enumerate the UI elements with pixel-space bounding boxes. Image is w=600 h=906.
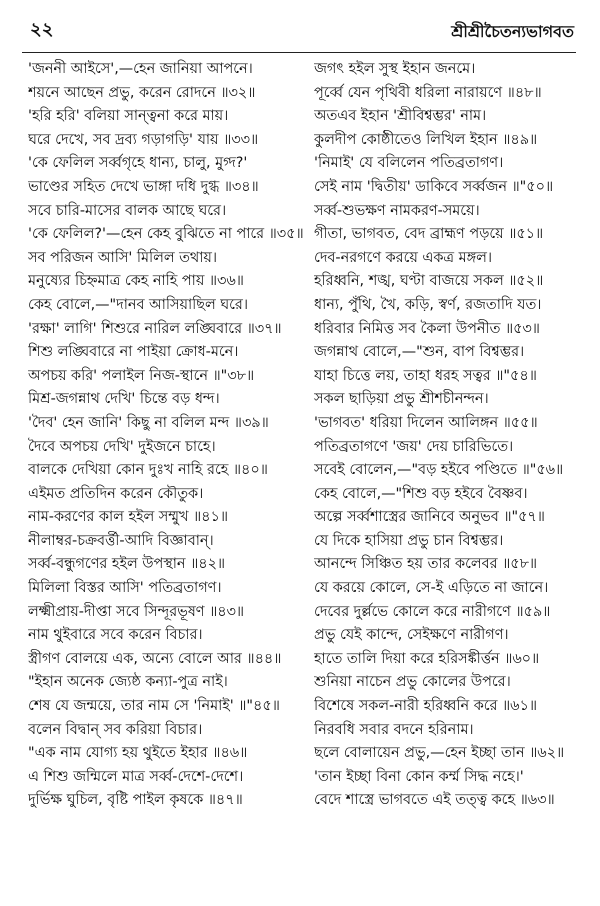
verse-line: সবে চারি-মাসের বালক আছে ঘরে। (28, 202, 227, 219)
verse-line: লক্ষ্মীপ্রায়-দীপ্তা সবে সিন্দূরভূষণ ॥৪৩॥ (28, 603, 245, 620)
verse-line: যে দিকে হাসিয়া প্রভু চান বিশ্বম্ভর। (314, 532, 504, 549)
verse-line: কেহ বোলে,—"দানব আসিয়াছিল ঘরে। (28, 296, 248, 313)
running-title: শ্রীশ্রীচৈতন্যভাগবত (451, 22, 574, 41)
verse-line: "এক নাম যোগ্য হয় থুইতে ইহার ॥৪৬॥ (28, 745, 248, 762)
verse-line: স্ত্রীগণ বোলয়ে এক, অন্যে বোলে আর ॥৪৪॥ (28, 650, 282, 667)
verse-line: প্রভু যেই কান্দে, সেইক্ষণে নারীগণ। (314, 627, 509, 644)
verse-line: 'রক্ষা' লাগি' শিশুরে নারিল লঙ্ঘিবারে ॥৩৭॥ (28, 320, 282, 337)
verse-line: ছলে বোলায়েন প্রভু,—হেন ইচ্ছা তান ॥৬২॥ (314, 745, 565, 762)
verse-line: কেহ বোলে,—"শিশু বড় হইবে বৈষ্ণব। (314, 485, 528, 502)
verse-line: 'জননী আইসে',—হেন জানিয়া আপনে। (28, 61, 253, 77)
verse-line: মিলিলা বিস্তর আসি' পতিব্রতাগণ। (28, 580, 222, 597)
verse-line: এ শিশু জন্মিলে মাত্র সর্ব্ব-দেশে-দেশে। (28, 768, 244, 785)
verse-line: শিশু লঙ্ঘিবারে না পাইয়া ক্রোধ-মনে। (28, 344, 239, 361)
verse-line: নাম থুইবারে সবে করেন বিচার। (28, 627, 203, 644)
verse-line: মনুষ্যের চিহ্নমাত্র কেহ নাহি পায় ॥৩৬॥ (28, 273, 244, 290)
verse-line: সকল ছাড়িয়া প্রভু শ্রীশচীনন্দন। (314, 391, 489, 408)
verse-line: শেষ যে জন্ময়ে, তার নাম সে 'নিমাই' ॥"৪৫॥ (28, 698, 280, 715)
verse-line: 'দৈব' হেন জানি' কিছু না বলিল মন্দ ॥৩৯॥ (28, 414, 269, 431)
verse-line: হরিধ্বনি, শঙ্খ, ঘণ্টা বাজয়ে সকল ॥৫২॥ (314, 273, 544, 290)
verse-line: বিশেষে সকল-নারী হরিধ্বনি করে ॥৬১॥ (314, 698, 538, 715)
verse-line: "ইহান অনেক জ্যেষ্ঠ কন্যা-পুত্র নাই। (28, 674, 228, 691)
verse-line: আনন্দে সিঞ্চিত হয় তার কলেবর ॥৫৮॥ (314, 556, 538, 573)
page-number: ২২ (30, 19, 54, 40)
verse-line: ধরিবার নিমিত্ত সব কৈলা উপনীত ॥৫৩॥ (314, 320, 540, 337)
verse-line: জগৎ হইল সুস্থ ইহান জনমে। (314, 61, 476, 77)
verse-line: সব পরিজন আসি' মিলিল তথায়। (28, 249, 218, 266)
verse-line: সবেই বোলেন,—"বড় হইবে পণ্ডিতে ॥"৫৬॥ (314, 462, 564, 479)
verse-line: বালকে দেখিয়া কোন দুঃখ নাহি রহে ॥৪০॥ (28, 462, 268, 479)
verse-line: ধান্য, পুঁথি, খৈ, কড়ি, স্বর্ণ, রজতাদি যত। (314, 296, 542, 313)
verse-line: পতিব্রতাগণে 'জয়' দেয় চারিভিতে। (314, 438, 514, 455)
verse-line: দেব-নরগণে করয়ে একত্র মঙ্গল। (314, 249, 492, 266)
verse-line: পূর্ব্বে যেন পৃথিবী ধরিলা নারায়ণে ॥৪৮॥ (314, 84, 542, 101)
verse-line: গীতা, ভাগবত, বেদ ব্রাহ্মণ পড়য়ে ॥৫১॥ (314, 226, 544, 243)
verse-line: দেবের দুর্ল্লভে কোলে করে নারীগণে ॥৫৯॥ (314, 603, 551, 620)
verse-line: অল্পে সর্ব্বশাস্ত্রের জানিবে অনুভব ॥"৫৭॥ (314, 509, 545, 526)
verse-line: অপচয় করি' পলাইল নিজ-স্থানে ॥"৩৮॥ (28, 367, 255, 384)
verse-line: দুর্ভিক্ষ ঘুচিল, বৃষ্টি পাইল কৃষকে ॥৪৭॥ (28, 792, 243, 809)
verse-line: ভাণ্ডের সহিত দেখে ভাঙ্গা দধি দুগ্ধ ॥৩৪॥ (28, 178, 259, 195)
verse-line: বেদে শাস্ত্রে ভাগবতে এই তত্ত্ব কহে ॥৬৩॥ (314, 792, 555, 809)
verse-line: 'তান ইচ্ছা বিনা কোন কর্ম্ম সিদ্ধ নহে।' (314, 768, 524, 785)
verse-line: এইমত প্রতিদিন করেন কৌতুক। (28, 485, 204, 502)
left-verse-column (28, 58, 306, 813)
verse-line: ঘরে দেখে, সব দ্রব্য গড়াগড়ি' যায় ॥৩৩॥ (28, 131, 259, 148)
verse-line: যাহা চিত্তে লয়, তাহা ধরহ সত্বর ॥"৫৪॥ (314, 367, 537, 384)
verse-line: শুনিয়া নাচেন প্রভু কোলের উপরে। (314, 674, 511, 691)
verse-line: যে করয়ে কোলে, সে-ই এড়িতে না জানে। (314, 580, 549, 597)
verse-line: সর্ব্ব-বন্ধুগণের হইল উপস্থান ॥৪২॥ (28, 556, 226, 573)
verse-line: কুলদীপ কোষ্ঠীতেও লিখিল ইহান ॥৪৯॥ (314, 131, 538, 148)
verse-line: নীলাম্বর-চক্রবর্ত্তী-আদি বিজ্ঞাবান্। (28, 532, 214, 549)
verse-line: 'কে ফেলিল সর্ব্বগৃহে ধান্য, চালু, মুগ্দ?' (28, 155, 248, 172)
verse-line: নিরবধি সবার বদনে হরিনাম। (314, 721, 474, 738)
right-verse-column (314, 58, 580, 813)
page-header (22, 18, 576, 53)
verse-line: দৈবে অপচয় দেখি' দুইজনে চাহে। (28, 438, 216, 455)
verse-line: সর্ব্ব-শুভক্ষণ নামকরণ-সময়ে। (314, 202, 480, 219)
verse-line: 'কে ফেলিল?'—হেন কেহ বুঝিতে না পারে ॥৩৫॥ (28, 226, 304, 243)
verse-line: হাতে তালি দিয়া করে হরিসঙ্কীর্ত্তন ॥৬০॥ (314, 650, 540, 667)
verse-line: অতএব ইহান 'শ্রীবিশ্বম্ভর' নাম। (314, 108, 487, 125)
verse-line: 'নিমাই' যে বলিলেন পতিব্রতাগণ। (314, 155, 504, 172)
verse-line: শয়নে আছেন প্রভু, করেন রোদনে ॥৩২॥ (28, 84, 256, 101)
verse-line: বলেন বিদ্বান্ সব করিয়া বিচার। (28, 721, 203, 738)
verse-line: জগন্নাথ বোলে,—"শুন, বাপ বিশ্বম্ভর। (314, 344, 525, 361)
verse-line: মিশ্র-জগন্নাথ দেখি' চিন্তে বড় ধন্দ। (28, 391, 220, 408)
verse-line: সেই নাম 'দ্বিতীয়' ডাকিবে সর্ব্বজন ॥"৫০॥ (314, 178, 554, 195)
verse-line: 'হরি হরি' বলিয়া সান্ত্বনা করে মায়। (28, 108, 229, 125)
verse-line: 'ভাগবত' ধরিয়া দিলেন আলিঙ্গন ॥৫৫॥ (314, 414, 538, 431)
verse-line: নাম-করণের কাল হইল সম্মুখ ॥৪১॥ (28, 509, 228, 526)
